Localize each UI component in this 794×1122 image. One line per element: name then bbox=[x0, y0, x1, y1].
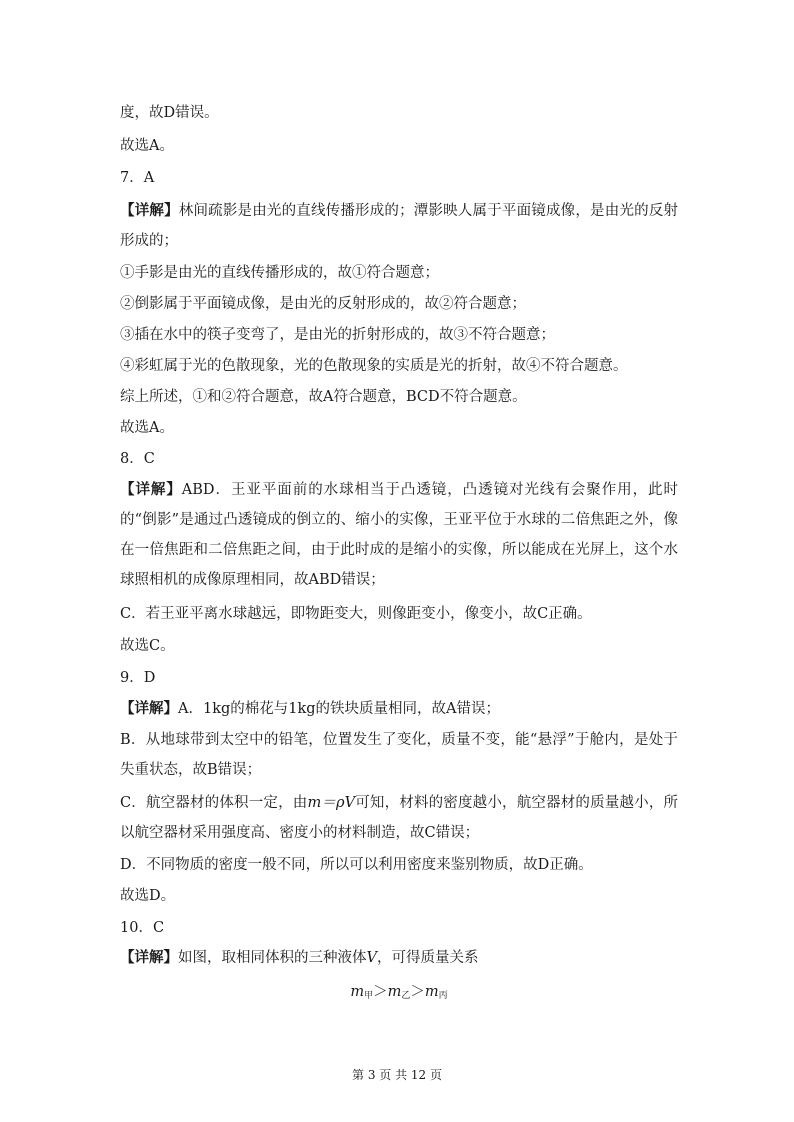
formula-subscript: 丙 bbox=[438, 991, 448, 1001]
detail-tag: 【详解】 bbox=[120, 481, 182, 498]
question-number: 7．A bbox=[120, 170, 155, 186]
formula-subscript: 乙 bbox=[401, 991, 411, 1001]
text-line: 综上所述，①和②符合题意，故A符合题意，BCD不符合题意。 bbox=[120, 389, 527, 405]
text-line: 故选A。 bbox=[120, 420, 174, 436]
explanation-paragraph bbox=[120, 948, 478, 968]
text-line: ③插在水中的筷子变弯了，是由光的折射形成的，故③不符合题意； bbox=[120, 327, 555, 343]
detail-tag: 【详解】 bbox=[120, 949, 178, 966]
explanation-text: 如图，取相同体积的三种液体 bbox=[178, 950, 367, 966]
formula-mass: m bbox=[350, 984, 365, 1000]
text-line: 度，故D错误。 bbox=[120, 105, 219, 121]
formula-operator: ＞ bbox=[373, 984, 388, 1000]
text-line: D．不同物质的密度一般不同，所以可以利用密度来鉴别物质，故D正确。 bbox=[120, 857, 593, 873]
explanation-text: 可知，材料的密度越小，航空器材的质量越小，所以航空器材采用强度高、密度小的材料制造，故C错误； bbox=[120, 795, 679, 841]
formula-mass: m bbox=[424, 984, 439, 1000]
explanation-text: ，可得质量关系 bbox=[376, 950, 479, 966]
question-number: 9．D bbox=[120, 670, 156, 686]
formula: m＝ρV bbox=[307, 795, 356, 811]
explanation-text: 林间疏影是由光的直线传播形成的；潭影映人属于平面镜成像，是由光的反射形成的； bbox=[120, 203, 679, 249]
mass-relation-formula bbox=[120, 980, 678, 1001]
question-number: 10．C bbox=[120, 920, 165, 936]
text-line: ①手影是由光的直线传播形成的，故①符合题意； bbox=[120, 265, 439, 281]
text-line: ②倒影属于平面镜成像，是由光的反射形成的，故②符合题意； bbox=[120, 296, 526, 312]
explanation-paragraph bbox=[120, 196, 678, 256]
explanation-text: A．1kg的棉花与1kg的铁块质量相同，故A错误； bbox=[178, 701, 501, 717]
explanation-text: C．航空器材的体积一定，由 bbox=[120, 795, 308, 811]
page-footer: 第 3 页 共 12 页 bbox=[352, 1068, 442, 1082]
text-line: ④彩虹属于光的色散现象，光的色散现象的实质是光的折射，故④不符合题意。 bbox=[120, 358, 628, 374]
text-line: C．若王亚平离水球越远，即物距变大，则像距变小，像变小，故C正确。 bbox=[120, 606, 592, 622]
explanation-paragraph bbox=[120, 788, 678, 848]
text-line: 故选A。 bbox=[120, 138, 174, 154]
formula-variable: V bbox=[366, 950, 377, 966]
detail-tag: 【详解】 bbox=[120, 700, 178, 717]
text-line: 故选D。 bbox=[120, 888, 176, 904]
explanation-paragraph: B．从地球带到太空中的铅笔，位置发生了变化，质量不变，能“悬浮”于舱内，是处于失重状态，故B错误； bbox=[120, 732, 678, 778]
question-number: 8．C bbox=[120, 451, 155, 467]
explanation-paragraph bbox=[120, 694, 678, 724]
formula-subscript: 甲 bbox=[364, 991, 374, 1001]
detail-tag: 【详解】 bbox=[120, 202, 179, 219]
explanation-paragraph bbox=[120, 475, 678, 595]
explanation-text: ABD．王亚平面前的水球相当于凸透镜，凸透镜对光线有会聚作用，此时的“倒影”是通过凸透镜成的倒立的、缩小的实像，王亚平位于水球的二倍焦距之外，像在一倍焦距和二倍焦距之间，由于此时成的是缩小的实像，所以能成在光屏上，这个水球照相机的成像原理相同，故ABD错误； bbox=[120, 482, 679, 588]
formula-mass: m bbox=[387, 984, 402, 1000]
text-line: 故选C。 bbox=[120, 638, 175, 654]
formula-operator: ＞ bbox=[410, 984, 425, 1000]
